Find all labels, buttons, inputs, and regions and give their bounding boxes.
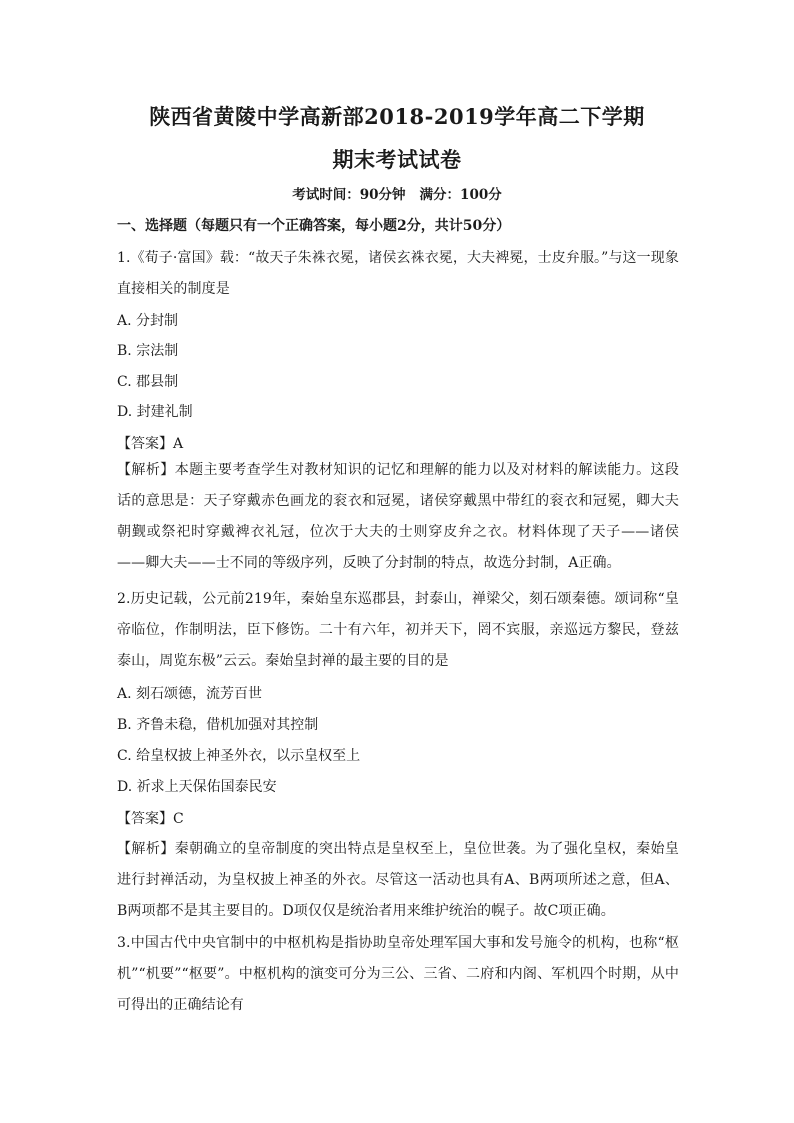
question-1-option-c: C. 郡县制 <box>117 374 179 390</box>
document-title-line-2: 期末考试试卷 <box>332 147 462 172</box>
question-2-analysis <box>117 834 679 927</box>
answer-label: 【答案】 <box>117 811 173 827</box>
question-1-option-d: D. 封建礼制 <box>117 404 193 420</box>
question-1-option-a: A. 分封制 <box>117 313 179 329</box>
full-score: 满分：100分 <box>419 187 502 203</box>
question-2-option-b: B. 齐鲁未稳，借机加强对其控制 <box>117 717 319 733</box>
section-heading: 一、选择题（每题只有一个正确答案，每小题2分，共计50分） <box>117 218 511 234</box>
analysis-text: 秦朝确立的皇帝制度的突出特点是皇权至上，皇位世袭。为了强化皇权，秦始皇进行封禅活动，为皇权披上神圣的外衣。尽管这一活动也具有A、B两项所述之意，但A、B两项都不是其主要目的。D项仅仅是统治者用来维护统治的幌子。故C项正确。 <box>117 841 680 919</box>
question-2-answer <box>117 808 184 830</box>
question-1-analysis <box>117 455 679 579</box>
exam-info <box>0 184 794 206</box>
question-2-option-c: C. 给皇权披上神圣外衣，以示皇权至上 <box>117 748 361 764</box>
exam-time: 考试时间：90分钟 <box>292 187 406 203</box>
question-2-stem: 2.历史记载，公元前219年，秦始皇东巡郡县，封泰山，禅梁父，刻石颂秦德。颂词称“皇帝临位，作制明法，臣下修饬。二十有六年，初并天下，罔不宾服，亲巡远方黎民，登兹泰山，周览东极”云云。秦始皇封禅的最主要的目的是 <box>117 591 679 669</box>
answer-label: 【答案】 <box>117 436 173 452</box>
question-2-option-d: D. 祈求上天保佑国泰民安 <box>117 779 277 795</box>
question-2-option-a: A. 刻石颂德，流芳百世 <box>117 686 263 702</box>
analysis-text: 本题主要考查学生对教材知识的记忆和理解的能力以及对材料的解读能力。这段话的意思是：天子穿戴赤色画龙的衮衣和冠冕，诸侯穿戴黑中带红的衮衣和冠冕，卿大夫朝觐或祭祀时穿戴裨衣礼冠，位次于大夫的士则穿皮弁之衣。材料体现了天子——诸侯——卿大夫——士不同的等级序列，反映了分封制的特点，故选分封制，A正确。 <box>117 462 680 571</box>
question-1-stem: 1.《荀子·富国》载：“故天子朱袾衣冕，诸侯玄袾衣冕，大夫裨冕，士皮弁服。”与这一现象直接相关的制度是 <box>117 250 679 297</box>
answer-value: C <box>173 811 184 827</box>
question-3-stem: 3.中国古代中央官制中的中枢机构是指协助皇帝处理军国大事和发号施令的机构，也称“枢机”“机要”“枢要”。中枢机构的演变可分为三公、三省、二府和内阁、军机四个时期，从中可得出的正确结论有 <box>117 935 679 1013</box>
document-title-line-1: 陕西省黄陵中学高新部2018-2019学年高二下学期 <box>149 104 645 129</box>
question-1-answer <box>117 433 183 455</box>
analysis-label: 【解析】 <box>117 841 175 857</box>
answer-value: A <box>173 436 184 452</box>
analysis-label: 【解析】 <box>117 462 175 478</box>
question-1-option-b: B. 宗法制 <box>117 343 179 359</box>
